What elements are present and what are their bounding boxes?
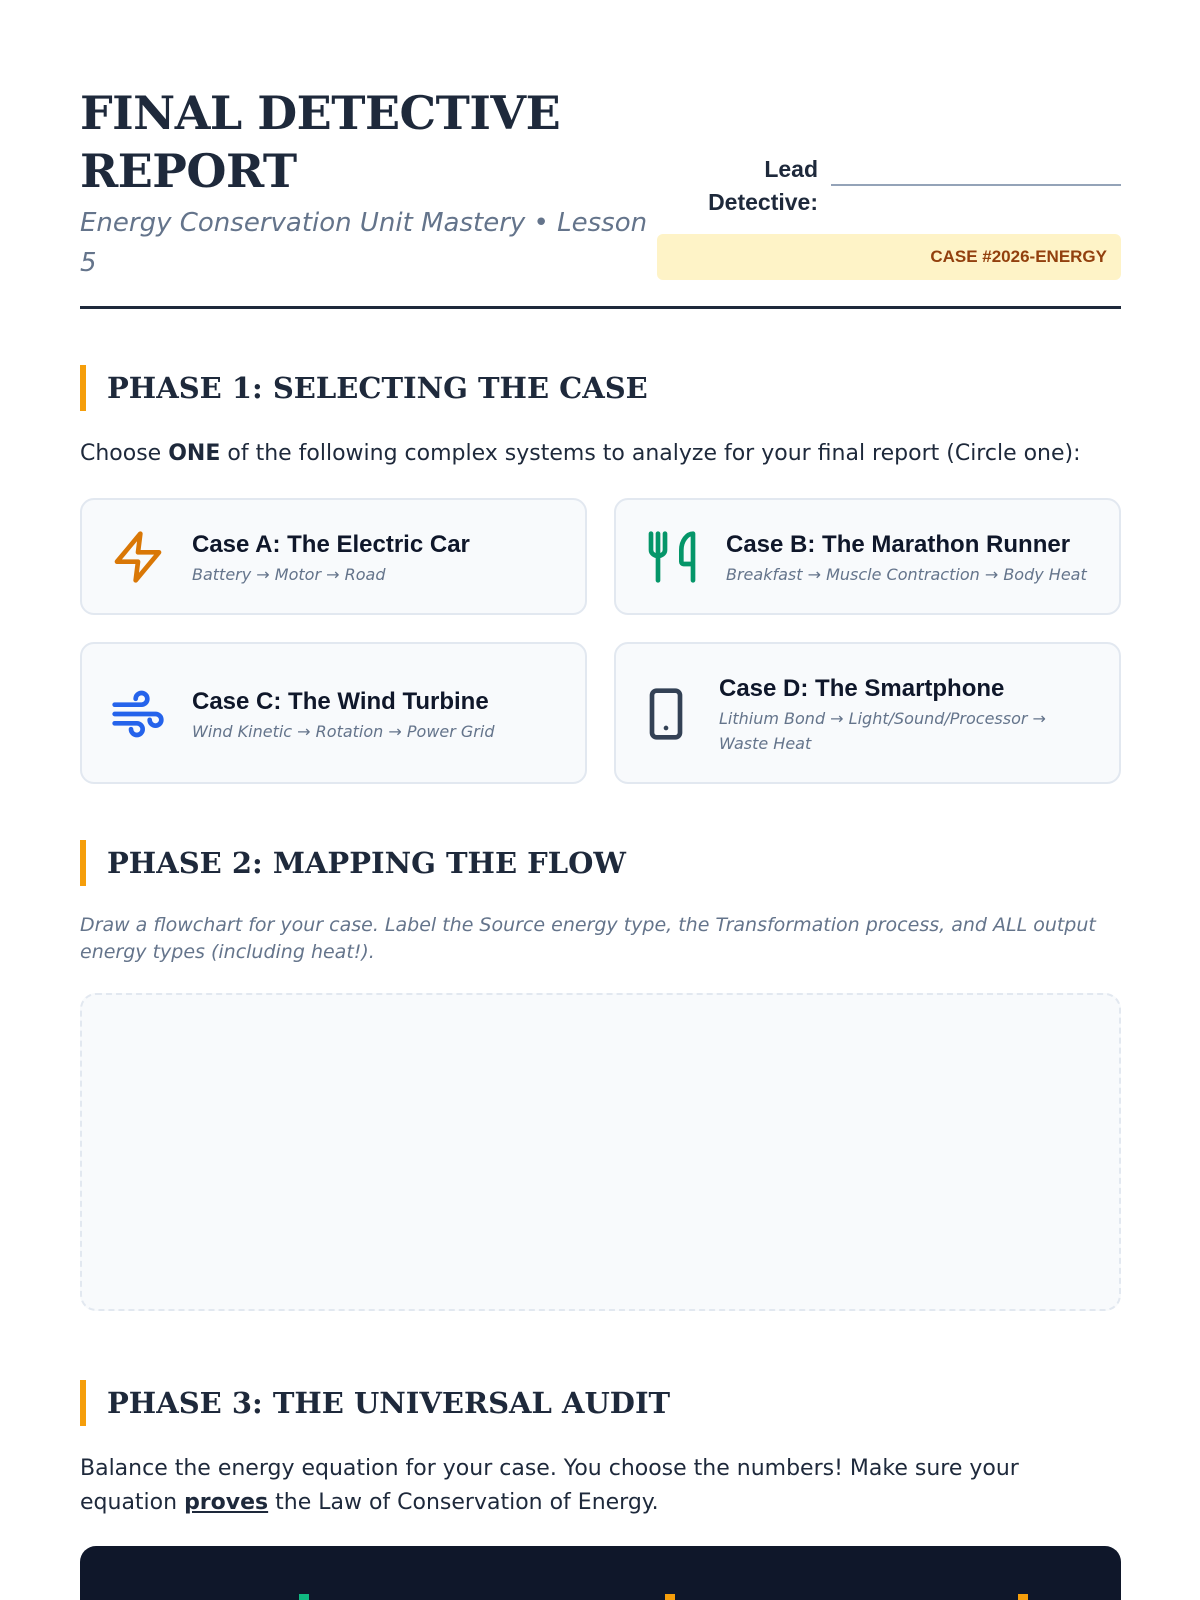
case-d-flow (719, 706, 1046, 756)
title-line-1: FINAL DETECTIVE (80, 86, 561, 140)
lightning-icon (110, 529, 166, 585)
phase-1-intro-before: Choose (80, 441, 169, 466)
report-title (80, 84, 640, 200)
case-number-badge: CASE #2026-ENERGY (657, 234, 1121, 280)
phase-1-intro (80, 437, 1121, 471)
phase-1-intro-bold: ONE (168, 441, 221, 466)
phase-1-intro-after: of the following complex systems to analyze for your final report (Circle one): (220, 441, 1081, 466)
case-c-title: Case C: The Wind Turbine (192, 688, 489, 715)
flowchart-drawing-area[interactable] (80, 993, 1121, 1311)
equation-bracket-marker (665, 1594, 675, 1600)
phase-2-heading: PHASE 2: MAPPING THE FLOW (80, 840, 1121, 886)
case-card-c[interactable] (80, 642, 587, 784)
energy-equation-panel (80, 1546, 1121, 1600)
case-card-b[interactable] (614, 498, 1121, 615)
wind-icon (110, 686, 166, 742)
smartphone-icon (638, 686, 694, 742)
phase-1-heading: PHASE 1: SELECTING THE CASE (80, 365, 1121, 411)
phase-3-heading: PHASE 3: THE UNIVERSAL AUDIT (80, 1380, 1121, 1426)
case-card-d[interactable] (614, 642, 1121, 784)
case-c-flow: Wind Kinetic → Rotation → Power Grid (192, 722, 495, 741)
header-divider (80, 306, 1121, 309)
lead-detective-name-line[interactable] (831, 184, 1121, 186)
case-card-a[interactable] (80, 498, 587, 615)
case-b-title: Case B: The Marathon Runner (726, 531, 1071, 558)
phase-2-instructions: Draw a flowchart for your case. Label the Source energy type, the Transformation process, and ALL output energy types (including heat!). (80, 914, 1096, 963)
phase-3-intro-before: Balance the energy equation for your case. You choose the numbers! Make sure your equation (80, 1456, 1019, 1515)
case-a-title: Case A: The Electric Car (192, 531, 470, 558)
equation-bracket-marker (1018, 1594, 1028, 1600)
lead-label-line-1: Lead (764, 156, 818, 182)
case-b-flow: Breakfast → Muscle Contraction → Body Heat (726, 565, 1087, 584)
lead-detective-label (680, 153, 818, 219)
phase-3-intro-after: the Law of Conservation of Energy. (268, 1490, 659, 1515)
case-d-flow-line-2: Waste Heat (719, 734, 812, 753)
equation-bracket-marker (299, 1594, 309, 1600)
report-subtitle: Energy Conservation Unit Mastery • Lesson 5 (80, 208, 648, 278)
lead-label-line-2: Detective: (708, 189, 818, 215)
case-d-flow-line-1: Lithium Bond → Light/Sound/Processor → (719, 709, 1046, 728)
phase-3-intro (80, 1452, 1121, 1520)
case-a-flow: Battery → Motor → Road (192, 565, 386, 584)
phase-3-intro-underlined: proves (184, 1490, 269, 1515)
case-d-title: Case D: The Smartphone (719, 675, 1005, 702)
utensils-icon (644, 529, 700, 585)
title-line-2: REPORT (80, 144, 297, 198)
